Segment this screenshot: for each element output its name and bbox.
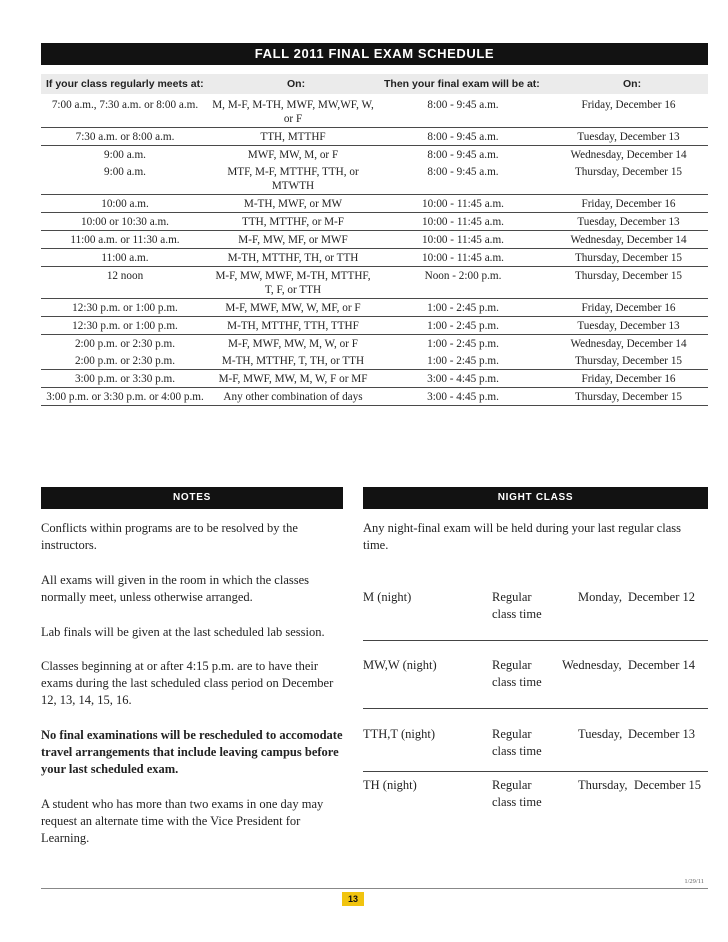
exam-time: 10:00 - 11:45 a.m. bbox=[377, 231, 549, 249]
exam-date: Wednesday, December 14 bbox=[570, 149, 687, 161]
note-no-reschedule: No final examinations will be rescheduled to accomodate travel arrangements that include leaving campus before your last scheduled exam. bbox=[41, 728, 343, 776]
exam-time: 3:00 - 4:45 p.m. bbox=[377, 388, 549, 406]
meets-days: TTH, MTTHF, or M-F bbox=[209, 213, 377, 231]
night-day: Wednesday, bbox=[562, 658, 622, 672]
night-date: December 15 bbox=[634, 778, 701, 792]
exam-time: Noon - 2:00 p.m. bbox=[377, 267, 549, 299]
exam-time: 1:00 - 2:45 p.m. bbox=[377, 299, 549, 317]
exam-date: Thursday, December 15 bbox=[549, 163, 708, 195]
meets-days: MWF, MW, M, or F bbox=[247, 149, 339, 161]
exam-time: 10:00 - 11:45 a.m. bbox=[377, 195, 549, 213]
night-divider bbox=[363, 640, 708, 641]
exam-date: Wednesday, December 14 bbox=[570, 338, 687, 350]
note-rooms: All exams will given in the room in which the classes normally meet, unless otherwise arranged. bbox=[41, 573, 310, 604]
meets-days: M-F, MW, MWF, M-TH, MTTHF, T, F, or TTH bbox=[209, 267, 377, 299]
night-when-2: class time bbox=[492, 744, 542, 758]
exam-time: 8:00 - 9:45 a.m. bbox=[377, 96, 549, 128]
meets-time: 12:30 p.m. or 1:00 p.m. bbox=[41, 299, 209, 317]
table-row bbox=[41, 213, 708, 231]
night-date: December 12 bbox=[628, 590, 695, 604]
night-when-1: Regular bbox=[492, 658, 532, 672]
table-row bbox=[41, 388, 708, 406]
exam-date: Friday, December 16 bbox=[549, 299, 708, 317]
footer-date: 1/29/11 bbox=[684, 878, 704, 885]
note-alternate-time: A student who has more than two exams in one day may request an alternate time with the Vice President for Learning. bbox=[41, 797, 324, 845]
meets-days: M-TH, MTTHF, TH, or TTH bbox=[209, 249, 377, 267]
meets-time: 3:00 p.m. or 3:30 p.m. bbox=[41, 370, 209, 388]
exam-date: Thursday, December 15 bbox=[549, 267, 708, 299]
exam-date: Thursday, December 15 bbox=[549, 249, 708, 267]
table-row bbox=[41, 267, 708, 299]
meets-days: TTH, MTTHF bbox=[209, 128, 377, 146]
table-row bbox=[41, 370, 708, 388]
exam-time: 1:00 - 2:45 p.m. bbox=[427, 338, 499, 350]
note-conflicts: Conflicts within programs are to be resolved by the instructors. bbox=[41, 521, 298, 552]
night-days: MW,W (night) bbox=[363, 658, 437, 672]
meets-days: M-TH, MWF, or MW bbox=[209, 195, 377, 213]
table-row bbox=[41, 163, 708, 195]
exam-time: 10:00 - 11:45 a.m. bbox=[377, 249, 549, 267]
meets-time: 7:00 a.m., 7:30 a.m. or 8:00 a.m. bbox=[41, 96, 209, 128]
night-class-intro: Any night-final exam will be held during your last regular class time. bbox=[363, 521, 681, 552]
meets-days: M-TH, MTTHF, T, TH, or TTH bbox=[209, 352, 377, 370]
meets-days: M-F, MWF, MW, M, W, or F bbox=[228, 338, 358, 350]
table-row bbox=[41, 128, 708, 146]
meets-time: 2:00 p.m. or 2:30 p.m. bbox=[74, 338, 176, 350]
exam-date: Wednesday, December 14 bbox=[549, 231, 708, 249]
table-row bbox=[41, 299, 708, 317]
meets-days: Any other combination of days bbox=[209, 388, 377, 406]
exam-date: Friday, December 16 bbox=[549, 195, 708, 213]
meets-time: 9:00 a.m. bbox=[41, 163, 209, 195]
meets-time: 12 noon bbox=[41, 267, 209, 299]
note-lab-finals: Lab finals will be given at the last scheduled lab session. bbox=[41, 625, 325, 639]
night-day: Tuesday, bbox=[578, 727, 623, 741]
night-day: Monday, bbox=[578, 590, 622, 604]
night-divider bbox=[363, 708, 708, 709]
night-days: M (night) bbox=[363, 590, 412, 604]
exam-date: Friday, December 16 bbox=[549, 370, 708, 388]
header-exam-at: Then your final exam will be at: bbox=[384, 78, 540, 90]
night-day: Thursday, bbox=[578, 778, 628, 792]
table-row bbox=[41, 96, 708, 128]
schedule-title: FALL 2011 FINAL EXAM SCHEDULE bbox=[41, 43, 708, 65]
meets-time: 12:30 p.m. or 1:00 p.m. bbox=[41, 317, 209, 335]
night-when-2: class time bbox=[492, 675, 542, 689]
table-row bbox=[41, 249, 708, 267]
night-when-1: Regular bbox=[492, 590, 532, 604]
exam-date: Tuesday, December 13 bbox=[549, 128, 708, 146]
table-row bbox=[41, 317, 708, 335]
night-days: TH (night) bbox=[363, 778, 417, 792]
meets-days: M-TH, MTTHF, TTH, TTHF bbox=[209, 317, 377, 335]
meets-time: 7:30 a.m. or 8:00 a.m. bbox=[41, 128, 209, 146]
exam-time: 8:00 - 9:45 a.m. bbox=[377, 163, 549, 195]
exam-date: Thursday, December 15 bbox=[549, 352, 708, 370]
meets-days: M-F, MWF, MW, M, W, F or MF bbox=[209, 370, 377, 388]
night-when-2: class time bbox=[492, 607, 542, 621]
meets-days: M-F, MW, MF, or MWF bbox=[209, 231, 377, 249]
meets-time: 3:00 p.m. or 3:30 p.m. or 4:00 p.m. bbox=[41, 388, 209, 406]
header-on-2: On: bbox=[623, 78, 642, 90]
meets-time: 11:00 a.m. or 11:30 a.m. bbox=[41, 231, 209, 249]
meets-days: M, M-F, M-TH, MWF, MW,WF, W, or F bbox=[209, 96, 377, 128]
exam-date: Tuesday, December 13 bbox=[549, 213, 708, 231]
exam-date: Thursday, December 15 bbox=[549, 388, 708, 406]
schedule-header-row bbox=[41, 74, 708, 94]
table-row bbox=[41, 231, 708, 249]
night-days: TTH,T (night) bbox=[363, 727, 435, 741]
notes-heading: NOTES bbox=[41, 487, 343, 509]
night-when-1: Regular bbox=[492, 727, 532, 741]
meets-time: 9:00 a.m. bbox=[104, 149, 146, 161]
night-divider bbox=[363, 771, 708, 772]
exam-time: 1:00 - 2:45 p.m. bbox=[377, 317, 549, 335]
table-row bbox=[41, 335, 708, 353]
night-when-2: class time bbox=[492, 795, 542, 809]
exam-time: 8:00 - 9:45 a.m. bbox=[377, 128, 549, 146]
night-when-1: Regular bbox=[492, 778, 532, 792]
meets-days: M-F, MWF, MW, W, MF, or F bbox=[209, 299, 377, 317]
table-row bbox=[41, 146, 708, 164]
meets-time: 10:00 or 10:30 a.m. bbox=[41, 213, 209, 231]
meets-days: MTF, M-F, MTTHF, TTH, or MTWTH bbox=[209, 163, 377, 195]
page-number: 13 bbox=[342, 892, 364, 906]
header-on: On: bbox=[287, 78, 306, 90]
note-evening-classes: Classes beginning at or after 4:15 p.m. are to have their exams during the last scheduled class period on December 12, 13, 14, 15, 16. bbox=[41, 659, 334, 707]
meets-time: 11:00 a.m. bbox=[41, 249, 209, 267]
exam-time: 8:00 - 9:45 a.m. bbox=[427, 149, 499, 161]
exam-time: 10:00 - 11:45 a.m. bbox=[377, 213, 549, 231]
header-meets: If your class regularly meets at: bbox=[46, 78, 204, 90]
night-class-heading: NIGHT CLASS bbox=[363, 487, 708, 509]
exam-date: Friday, December 16 bbox=[549, 96, 708, 128]
table-row bbox=[41, 195, 708, 213]
night-date: December 13 bbox=[628, 727, 695, 741]
footer-rule bbox=[41, 888, 708, 889]
exam-schedule-table bbox=[41, 96, 708, 406]
meets-time: 10:00 a.m. bbox=[41, 195, 209, 213]
meets-time: 2:00 p.m. or 2:30 p.m. bbox=[41, 352, 209, 370]
night-date: December 14 bbox=[628, 658, 695, 672]
exam-time: 3:00 - 4:45 p.m. bbox=[377, 370, 549, 388]
table-row bbox=[41, 352, 708, 370]
exam-date: Tuesday, December 13 bbox=[549, 317, 708, 335]
exam-time: 1:00 - 2:45 p.m. bbox=[377, 352, 549, 370]
